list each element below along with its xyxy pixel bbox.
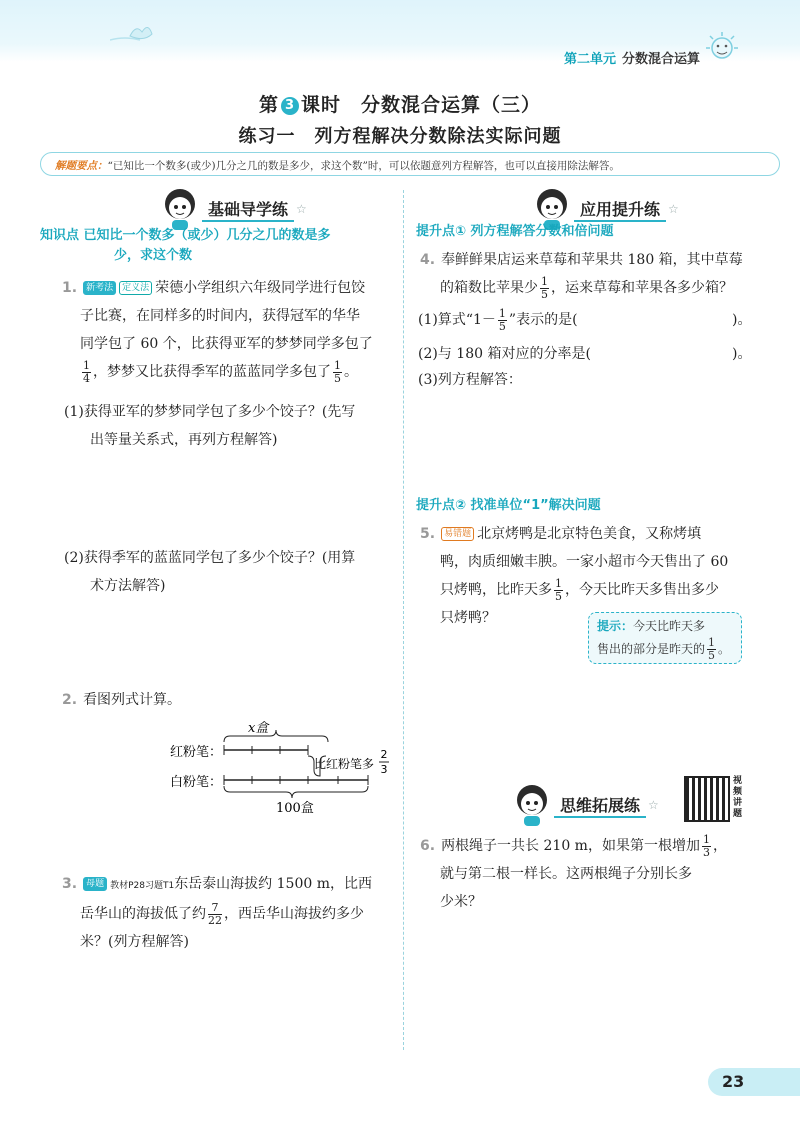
diagram-row-2-label: 白粉笔： [170, 775, 223, 790]
q1-line-3: 同学包了 60 个，比获得亚军的梦梦同学多包了 [80, 336, 373, 352]
star-icon: ☆ [668, 202, 679, 216]
tip-text: “已知比一个数多(或少)几分之几的数是多少，求这个数”时，可以依题意列方程解答，也可以直接用除法解答。 [107, 160, 620, 172]
q4-line-1: 奉鲜鲜果店运来草莓和苹果共 180 箱，其中草莓 [441, 252, 743, 268]
section-title: 基础导学练 [202, 197, 294, 222]
point-label: 提升点① [416, 224, 467, 239]
fraction: $\frac{1}{5}$ [498, 306, 506, 333]
fraction: $\frac{7}{22}$ [208, 900, 222, 927]
question-2 [62, 686, 392, 714]
fraction: $\frac{1}{5}$ [541, 274, 548, 301]
question-tag: 易错题 [441, 527, 474, 541]
q5-line-3b: ，今天比昨天多售出多少 [565, 582, 719, 598]
q3-line-3: 米？(列方程解答) [80, 934, 189, 950]
q4-sub-2-close: )。 [732, 346, 752, 362]
q4-sub-1-close: )。 [732, 312, 752, 328]
q1-line-4: ，梦梦又比获得季军的蓝蓝同学多包了 [93, 364, 331, 380]
improvement-point-1 [416, 222, 786, 242]
q1-line-1: 荣德小学组织六年级同学进行包饺 [155, 280, 366, 296]
unit-header [564, 48, 700, 67]
question-source: 教材P28习题T1 [110, 881, 175, 891]
q6-line-3: 少米？ [440, 894, 482, 910]
fraction: $\frac{1}{5}$ [708, 636, 716, 662]
diagram-fraction-numerator: 2 [380, 748, 388, 761]
q1-sub-2-line-2: 术方法解答) [90, 578, 166, 594]
question-number: 5. [420, 526, 436, 542]
fraction: $\frac{1}{3}$ [702, 832, 710, 859]
knowledge-text-2: 少，求这个数 [114, 248, 193, 263]
diagram-side-label: 比红粉笔多 [314, 757, 375, 771]
star-icon: ☆ [648, 798, 659, 812]
diagram-bottom-label: 100盒 [276, 801, 314, 816]
question-number: 6. [420, 838, 436, 854]
diagram-fraction-denominator: 3 [380, 763, 388, 776]
question-number: 4. [420, 252, 436, 268]
q4-sub-1-b: ”表示的是( [508, 312, 578, 328]
q1-line-2: 子比赛，在同样多的时间内，获得冠军的华华 [80, 308, 360, 324]
hint-period: 。 [718, 642, 731, 656]
q4-sub-3: (3)列方程解答： [418, 372, 522, 388]
section-header-thinking [512, 782, 659, 828]
section-title: 应用提升练 [574, 197, 666, 222]
fraction: $\frac{1}{5}$ [555, 576, 562, 603]
hint-box [588, 612, 742, 664]
exercise-subtitle: 练习一 列方程解决分数除法实际问题 [238, 126, 562, 147]
q1-sub-2-line-1: (2)获得季军的蓝蓝同学包了多少个饺子？(用算 [64, 550, 356, 566]
point-text: 列方程解答分数和倍问题 [470, 224, 614, 239]
knowledge-label: 知识点 [40, 228, 80, 243]
fraction: $\frac{1}{4}$ [83, 358, 90, 385]
q5-line-1: 北京烤鸭是北京特色美食，又称烤填 [477, 526, 702, 542]
qr-label: 视频讲题 [733, 776, 743, 819]
q4-line-2: 的箱数比苹果少 [440, 280, 538, 296]
q4-line-2b: ，运来草莓和苹果各多少箱？ [551, 280, 733, 296]
unit-title: 分数混合运算 [621, 52, 700, 67]
q1-sub-1-line-1: (1)获得亚军的梦梦同学包了多少个饺子？(先写 [64, 404, 356, 420]
hint-label: 提示： [597, 619, 634, 633]
q5-line-2: 鸭，肉质细嫩丰腴。一家小超市今天售出了 60 [440, 554, 729, 570]
question-tag-2: 定义法 [119, 281, 152, 295]
hint-line-1: 今天比昨天多 [633, 619, 706, 633]
diagram-top-label: x盒 [248, 721, 269, 736]
q1-sub-2 [64, 544, 394, 600]
q1-sub-1 [64, 398, 394, 454]
sun-mascot-icon [702, 30, 742, 70]
question-number: 1. [62, 280, 78, 296]
improvement-point-2 [416, 496, 786, 516]
title-prefix: 第 [258, 94, 279, 116]
unit-label: 第二单元 [563, 52, 616, 67]
qr-code[interactable] [684, 776, 730, 822]
lesson-number-badge: 3 [281, 97, 299, 115]
question-1 [62, 274, 392, 386]
q1-sub-1-line-2: 出等量关系式，再列方程解答) [90, 432, 278, 448]
q4-sub-2: (2)与 180 箱对应的分率是( [418, 346, 591, 362]
q3-line-1: 东岳泰山海拔约 1500 m，比西 [174, 876, 372, 892]
q5-line-4: 只烤鸭？ [440, 610, 496, 626]
page-number: 23 [708, 1068, 800, 1096]
mascot-icon [512, 782, 552, 828]
tip-bar [40, 152, 780, 176]
knowledge-text-1: 已知比一个数多（或少）几分之几的数是多 [83, 228, 331, 243]
line-segment-diagram [168, 716, 398, 816]
question-number: 2. [62, 692, 78, 708]
q6-line-1: 两根绳子一共长 210 m，如果第一根增加 [441, 838, 700, 854]
question-6 [420, 832, 790, 916]
q2-text: 看图列式计算。 [83, 692, 182, 708]
fraction: $\frac{1}{5}$ [334, 358, 341, 385]
question-tag: 新考法 [83, 281, 116, 295]
knowledge-point [40, 226, 390, 266]
q3-line-2: 岳华山的海拔低了约 [80, 906, 206, 922]
star-icon: ☆ [296, 202, 307, 216]
column-divider [403, 190, 404, 1050]
q3-line-2b: ，西岳华山海拔约多少 [224, 906, 364, 922]
diagram-row-1-label: 红粉笔： [170, 745, 223, 760]
hint-line-2: 售出的部分是昨天的 [597, 642, 706, 656]
question-4 [420, 246, 790, 302]
q5-line-3: 只烤鸭，比昨天多 [440, 582, 552, 598]
lesson-title [0, 90, 800, 117]
question-number: 3. [62, 876, 78, 892]
title-topic: 分数混合运算（三） [361, 94, 542, 116]
title-suffix: 课时 [300, 94, 341, 116]
tip-label: 解题要点： [55, 160, 108, 172]
question-3 [62, 870, 392, 956]
q1-period: 。 [344, 364, 358, 380]
question-tag: 母题 [83, 877, 107, 891]
butterfly-icon [110, 22, 160, 46]
point-text: 找准单位“1”解决问题 [470, 498, 601, 513]
q4-sub-1 [418, 306, 748, 334]
section-title: 思维拓展练 [554, 793, 646, 818]
q4-sub-1-a: (1)算式“1－ [418, 312, 496, 328]
q6-line-2: 就与第二根一样长。这两根绳子分别长多 [440, 866, 692, 882]
point-label: 提升点② [416, 498, 467, 513]
q6-comma: ， [712, 838, 727, 854]
